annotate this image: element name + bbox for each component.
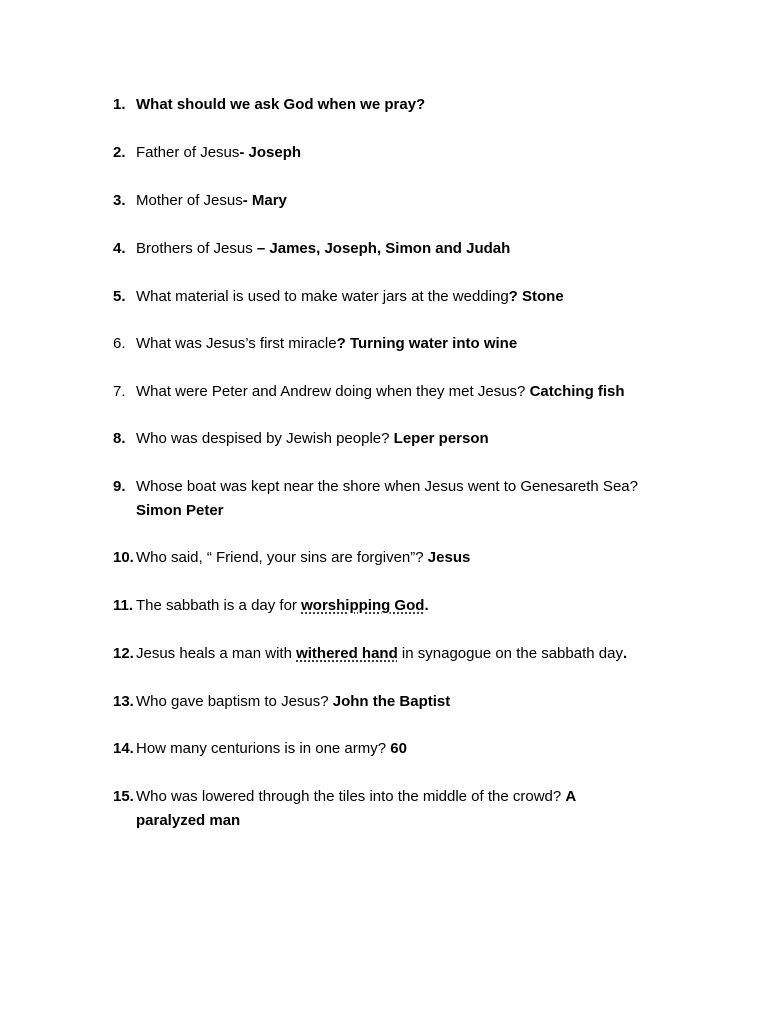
question-text: What was Jesus’s first miracle [136,335,337,352]
answer-text: ? Turning water into wine [336,335,518,352]
answer-text: Jesus [427,549,471,566]
question-number: 13. [113,693,134,710]
answer-text: Leper person [393,430,489,447]
question-text: The sabbath is a day for [136,597,302,614]
answer-text: worshipping God [301,597,425,614]
question-text: What were Peter and Andrew doing when they met Jesus? [136,383,530,400]
question-text: How many centurions is in one army? [136,740,391,757]
question-text: What material is used to make water jars at the wedding [136,288,509,305]
answer-punctuation: . [622,645,628,662]
question-number: 15. [113,788,134,805]
question-number: 1. [113,96,126,113]
question-number: 9. [113,478,126,495]
question-text: Jesus heals a man with [136,645,297,662]
question-number: 6. [113,335,126,352]
question-number: 7. [113,383,126,400]
answer-text: A [565,788,577,805]
question-text: Mother of Jesus [136,192,243,209]
question-number: 14. [113,740,134,757]
answer-text: - Mary [242,192,287,209]
answer-text: withered hand [296,645,398,662]
question-number: 11. [113,597,134,614]
answer-text: Simon Peter [136,502,224,519]
question-number: 10. [113,549,134,566]
question-text: Who gave baptism to Jesus? [136,693,333,710]
question-number: 8. [113,430,126,447]
question-text: Whose boat was kept near the shore when Jesus went to Genesareth Sea? [136,478,638,495]
question-text: Who said, “ Friend, your sins are forgiven”? [136,549,428,566]
question-number: 5. [113,288,126,305]
answer-text: 60 [390,740,407,757]
question-text: What should we ask God when we pray? [136,96,426,113]
question-number: 2. [113,144,126,161]
question-text: Father of Jesus [136,144,240,161]
answer-punctuation: . [424,597,429,614]
question-text: Who was lowered through the tiles into the middle of the crowd? [136,788,566,805]
question-number: 3. [113,192,126,209]
answer-text: – James, Joseph, Simon and Judah [256,240,511,257]
answer-text-continued: paralyzed man [136,812,241,829]
answer-text: - Joseph [239,144,302,161]
question-text: Who was despised by Jewish people? [136,430,394,447]
answer-text: Catching fish [529,383,625,400]
question-number: 12. [113,645,134,662]
question-text-tail: in synagogue on the sabbath day [397,645,623,662]
question-number: 4. [113,240,126,257]
answer-text: ? Stone [508,288,564,305]
answer-text: John the Baptist [332,693,451,710]
question-text: Brothers of Jesus [136,240,257,257]
